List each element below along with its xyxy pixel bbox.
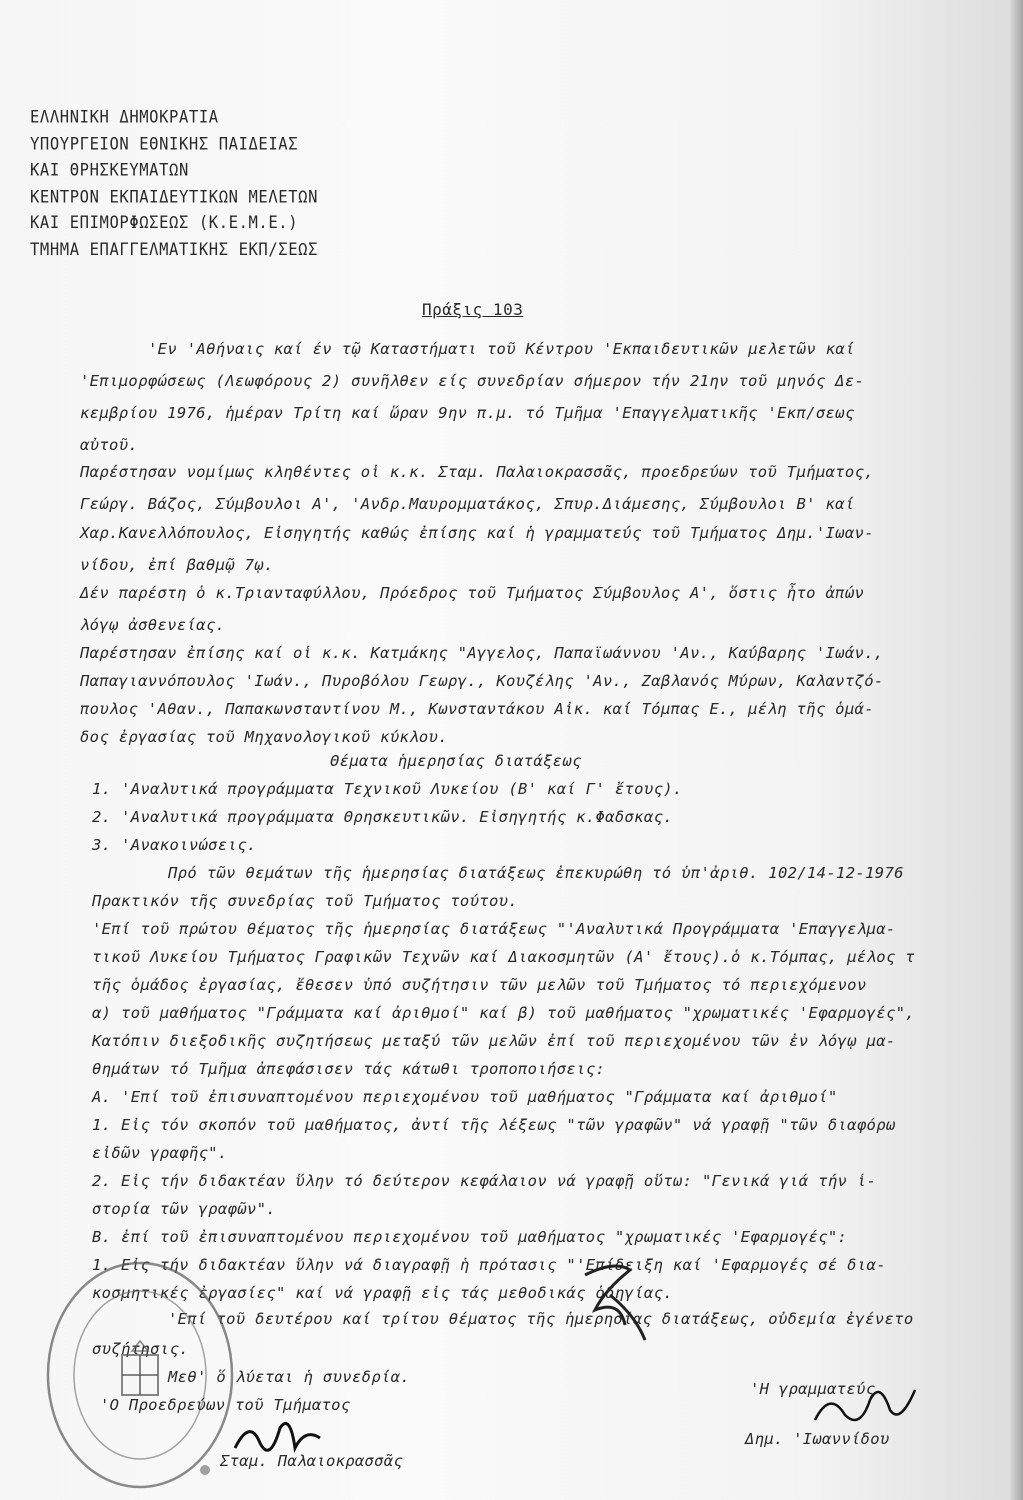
body-line: Χαρ.Κανελλόπουλος, Εἰσηγητής καθώς ἐπίσης καί ἡ γραμματεύς τοῦ Τμήματος Δημ.'Ιωαν- [80, 524, 874, 542]
body-line: κεμβρίου 1976, ἡμέραν Τρίτη καί ὥραν 9ην π.μ. τό Τμῆμα 'Επαγγελματικῆς 'Εκπ/σεως [80, 404, 855, 422]
body-line: θημάτων τό Τμῆμα ἀπεφάσισεν τάς κάτωθι τροποποιήσεις: [92, 1060, 606, 1078]
letterhead-line: ΥΠΟΥΡΓΕΙΟΝ ΕΘΝΙΚΗΣ ΠΑΙΔΕΙΑΣ [30, 133, 299, 154]
agenda-item: 1. 'Αναλυτικά προγράμματα Τεχνικοῦ Λυκείου (Β' καί Γ' ἔτους). [92, 780, 683, 798]
body-line: Γεώργ. Βάζος, Σύμβουλοι Α', 'Ανδρ.Μαυρομματάκος, Σπυρ.Διάμεσης, Σύμβουλοι Β' καί [80, 495, 855, 513]
chair-name: Σταμ. Παλαιοκρασσᾶς [220, 1452, 404, 1470]
body-line: λόγῳ ἀσθενείας. [80, 616, 226, 634]
letterhead [30, 104, 318, 263]
body-line: συζήτησις. [92, 1340, 189, 1358]
agenda-item: 3. 'Ανακοινώσεις. [92, 836, 257, 854]
body-line: Κατόπιν διεξοδικῆς συζητήσεως μεταξύ τῶν μελῶν ἐπί τοῦ περιεχομένου τῶν ἐν λόγῳ μα- [92, 1032, 896, 1050]
body-line: Παπαγιαννόπουλος 'Ιωάν., Πυροβόλου Γεωργ., Κουζέλης 'Αν., Ζαβλανός Μύρων, Καλαντζό- [80, 672, 884, 690]
body-line: κοσμητικές ἐργασίες" καί νά γραφῇ εἰς τάς μεθοδικάς ὁδηγίας. [92, 1284, 673, 1302]
body-line: τῆς ὁμάδος ἐργασίας, ἔθεσεν ὑπό συζήτησιν τῶν μελῶν τοῦ Τμήματος τό περιεχόμενον [92, 976, 867, 994]
body-line: 1. Εἰς τόν σκοπόν τοῦ μαθήματος, ἀντί τῆς λέξεως "τῶν γραφῶν" νά γραφῇ "τῶν διαφόρω [92, 1116, 896, 1134]
body-line: στορία τῶν γραφῶν". [92, 1200, 276, 1218]
body-line: Πρό τῶν θεμάτων τῆς ἡμερησίας διατάξεως ἐπεκυρώθη τό ὑπ'ἀριθ. 102/14-12-1976 [168, 864, 904, 882]
chair-title: 'Ο Προεδρεύων τοῦ Τμήματος [100, 1396, 351, 1414]
body-line: 1. Εἰς τήν διδακτέαν ὕλην νά διαγραφῇ ἡ πρότασις "'Επίδειξη καί 'Εφαρμογές σέ δια- [92, 1256, 886, 1274]
letterhead-line: ΚΑΙ ΕΠΙΜΟΡΦΩΣΕΩΣ (Κ.Ε.Μ.Ε.) [30, 213, 299, 233]
page-edge-shadow [1009, 0, 1023, 1500]
letterhead-line: ΕΛΛΗΝΙΚΗ ΔΗΜΟΚΡΑΤΙΑ [30, 107, 219, 127]
body-line: Πρακτικόν τῆς συνεδρίας τοῦ Τμήματος τούτου. [92, 892, 518, 910]
document-title: Πράξις 103 [422, 300, 524, 319]
body-line: πουλος 'Αθαν., Παπακωνσταντίνου Μ., Κωνσταντάκου Αἰκ. καί Τόμπας Ε., μέλη τῆς ὁμά- [80, 700, 874, 718]
letterhead-line: ΤΜΗΜΑ ΕΠΑΓΓΕΛΜΑΤΙΚΗΣ ΕΚΠ/ΣΕΩΣ [30, 239, 319, 259]
secretary-name: Δημ. 'Ιωαννίδου [745, 1430, 890, 1448]
letterhead-line: ΚΑΙ ΘΡΗΣΚΕΥΜΑΤΩΝ [30, 160, 189, 180]
body-line: 'Εν 'Αθήναις καί έν τῷ Καταστήματι τοῦ Κέντρου 'Εκπαιδευτικῶν μελετῶν καί [148, 340, 855, 358]
secretary-title: 'Η γραμματεύς [750, 1380, 876, 1398]
body-line: 'Επί τοῦ πρώτου θέματος τῆς ἡμερησίας διατάξεως "'Αναλυτικά Προγράμματα 'Επαγγελμα- [92, 920, 896, 938]
body-line: τικοῦ Λυκείου Τμήματος Γραφικῶν Τεχνῶν καί Διακοσμητῶν (Α' ἔτους).ὁ κ.Τόμπας, μέλος τ [92, 948, 915, 966]
letterhead-line: ΚΕΝΤΡΟΝ ΕΚΠΑΙΔΕΥΤΙΚΩΝ ΜΕΛΕΤΩΝ [30, 186, 319, 207]
body-line: α) τοῦ μαθήματος "Γράμματα καί ἀριθμοί" καί β) τοῦ μαθήματος "χρωματικές 'Εφαρμογές", [92, 1004, 915, 1022]
body-line: 'Επιμορφώσεως (Λεωφόρους 2) συνῆλθεν είς συνεδρίαν σήμερον τήν 21ην τοῦ μηνός Δε- [80, 372, 865, 390]
body-line: αὐτοῦ. [80, 436, 139, 454]
body-line: 'Επί τοῦ δευτέρου καί τρίτου θέματος τῆς ἡμερησίας διατάξεως, οὐδεμία ἐγένετο [168, 1310, 914, 1328]
body-line: Β. ἐπί τοῦ ἐπισυναπτομένου περιεχομένου τοῦ μαθήματος "χρωματικές 'Εφαρμογές": [92, 1228, 848, 1246]
body-line: Δέν παρέστη ὁ κ.Τριανταφύλλου, Πρόεδρος τοῦ Τμήματος Σύμβουλος Α', ὅστις ἦτο ἀπών [80, 584, 865, 602]
body-line: Παρέστησαν ἐπίσης καί οἱ κ.κ. Κατμάκης "Αγγελος, Παπαϊωάννου 'Αν., Καύβαρης 'Ιωάν., [80, 644, 884, 662]
body-line: Μεθ' ὅ λύεται ἡ συνεδρία. [168, 1368, 411, 1386]
handwritten-initial-icon [575, 1255, 655, 1345]
body-line: 2. Εἰς τήν διδακτέαν ὕλην τό δεύτερον κεφάλαιον νά γραφῇ οὕτω: "Γενικά γιά τήν ἱ- [92, 1172, 877, 1190]
body-line: εἰδῶν γραφῆς". [92, 1144, 228, 1162]
body-line: δος ἐργασίας τοῦ Μηχανολογικοῦ κύκλου. [80, 728, 448, 746]
official-stamp-icon [40, 1255, 240, 1495]
body-line: Παρέστησαν νομίμως κληθέντες οἱ κ.κ. Σταμ. Παλαιοκρασσᾶς, προεδρεύων τοῦ Τμήματος, [80, 463, 874, 481]
agenda-heading: Θέματα ἡμερησίας διατάξεως [330, 752, 582, 770]
body-line: νίδου, ἐπί βαθμῷ 7ῳ. [80, 556, 274, 574]
body-line: Α. 'Επί τοῦ ἐπισυναπτομένου περιεχομένου τοῦ μαθήματος "Γράμματα καί ἀριθμοί" [92, 1088, 838, 1106]
agenda-item: 2. 'Αναλυτικά προγράμματα Θρησκευτικῶν. Εἰσηγητής κ.Φαδσκας. [92, 808, 673, 826]
